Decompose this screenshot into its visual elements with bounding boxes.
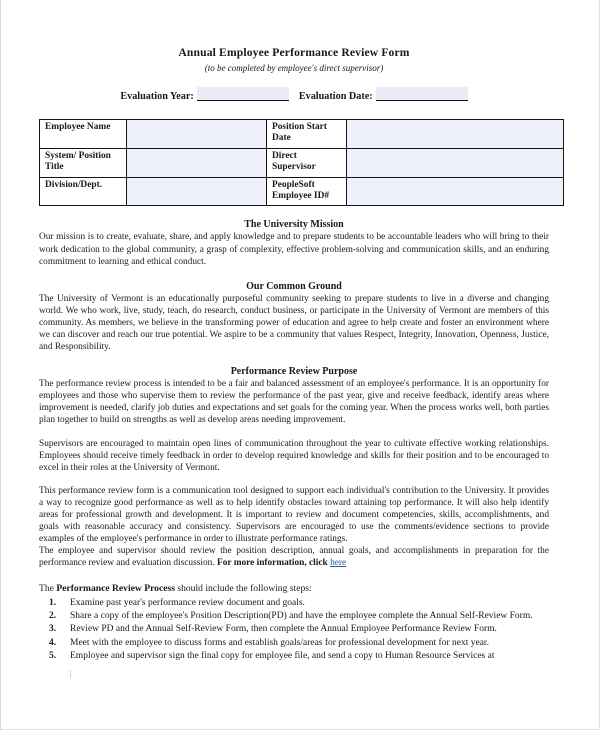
step-number: 4. — [49, 637, 57, 648]
field-employee-name[interactable] — [127, 120, 267, 149]
list-item — [39, 637, 549, 650]
section-heading-university-mission: The University Mission — [244, 219, 344, 231]
step-text: Share a copy of the employee's Position Description(PD) and have the employee complete the Annual Self-Review Form. — [70, 610, 533, 621]
truncated-continuation-mark: | — [70, 668, 72, 678]
label-employee-name: Employee Name — [40, 120, 127, 149]
step-number: 1. — [49, 597, 57, 608]
process-intro-prefix: The — [39, 582, 57, 594]
step-text: Meet with the employee to discuss forms and establish goals/areas for professional development for next year. — [70, 637, 489, 648]
section-common-ground — [39, 281, 549, 353]
process-intro-bold: Performance Review Process — [56, 582, 175, 594]
field-system-position-title[interactable] — [127, 148, 267, 177]
step-text: Examine past year's performance review document and goals. — [70, 597, 305, 608]
employee-info-table — [39, 119, 564, 206]
paragraph-common-ground: The University of Vermont is an educationally purposeful community seeking to prepare students to live in a diverse and changing world. We who work, live, study, teach, do research, conduct business, or participate in the University of Vermont are members of this community. As members, we believe in the transforming power of education and agree to help create and foster an environment where we can discover and reach our true potential. We aspire to be a community that values Respect, Integrity, Innovation, Openness, Justice, and Responsibility. — [39, 293, 549, 353]
paragraph-more-information — [39, 545, 549, 569]
page-subtitle: (to be completed by employee's direct supervisor) — [204, 63, 384, 73]
more-info-bold: For more information, click — [217, 558, 331, 569]
list-item — [39, 597, 549, 610]
label-peoplesoft-employee-id: PeopleSoft Employee ID# — [267, 177, 347, 206]
paragraph-review-purpose-3: This performance review form is a communication tool designed to support each individual's contribution to the University. It provides a way to recognize good performance as well as to help identify obstacles toward attaining top performance. It will also help identify areas for professional growth and development. It is important to review and document competencies, skills, accomplishments, and goals with reasonable accuracy and consistency. Supervisors are encouraged to use the comments/evidence sections to provide examples of the employee's performance in order to illustrate performance ratings. — [39, 485, 549, 545]
process-steps-list — [39, 597, 549, 664]
evaluation-year-input[interactable] — [197, 87, 289, 101]
evaluation-year-label: Evaluation Year: — [120, 91, 194, 102]
evaluation-date-input[interactable] — [376, 87, 468, 101]
document-content — [39, 38, 549, 678]
step-text: Review PD and the Annual Self-Review Form, then complete the Annual Employee Performance Review Form. — [70, 624, 497, 635]
list-item — [39, 610, 549, 623]
step-number: 3. — [49, 624, 57, 635]
table-row — [40, 177, 564, 206]
paragraph-university-mission: Our mission is to create, evaluate, share, and apply knowledge and to prepare students to be accountable leaders who will bring to their work dedication to the global community, a grasp of complexity, effective problem-solving and communication skills, and an enduring commitment to learning and ethical conduct. — [39, 232, 549, 267]
table-row — [40, 120, 564, 149]
label-direct-supervisor: Direct Supervisor — [267, 148, 347, 177]
field-position-start-date[interactable] — [347, 120, 564, 149]
table-row — [40, 148, 564, 177]
evaluation-date-label: Evaluation Date: — [298, 91, 373, 102]
section-review-purpose — [39, 366, 549, 545]
list-item — [39, 623, 549, 636]
paragraph-review-purpose-1: The performance review process is intended to be a fair and balanced assessment of an employee's performance. It is an opportunity for employees and those who supervise them to review the performance of the past year, give and receive feedback, identify areas where improvement is needed, clarify job duties and expectations and set goals for the coming year. When the process works well, both parties plan together to build on strengths as well as develop areas needing improvement. — [39, 379, 549, 426]
list-item — [39, 650, 549, 663]
step-number: 2. — [49, 610, 57, 621]
label-system-position-title: System/ Position Title — [40, 148, 127, 177]
process-intro-suffix: should include the following steps: — [174, 582, 312, 594]
field-peoplesoft-employee-id[interactable] — [347, 177, 564, 206]
section-university-mission — [39, 219, 549, 267]
process-intro — [39, 583, 549, 595]
paragraph-review-purpose-2: Supervisors are encouraged to maintain open lines of communication throughout the year to cultivate effective working relationships. Employees should receive timely feedback in order to develop required knowledge and skills for their position and to be encouraged to excel in their roles at the University of Vermont. — [39, 438, 549, 473]
label-division-dept: Division/Dept. — [40, 177, 127, 206]
more-info-lead: The employee and supervisor should review the position description, annual goals, and accomplishments in preparation for the performance review and evaluation discussion. — [39, 546, 549, 569]
step-number: 5. — [49, 651, 57, 662]
step-text: Employee and supervisor sign the final copy for employee file, and send a copy to Human Resource Services at — [70, 651, 495, 662]
page-title: Annual Employee Performance Review Form — [178, 46, 410, 59]
field-direct-supervisor[interactable] — [347, 148, 564, 177]
evaluation-line — [39, 87, 549, 102]
section-heading-review-purpose: Performance Review Purpose — [230, 366, 358, 378]
section-heading-common-ground: Our Common Ground — [246, 280, 342, 292]
label-position-start-date: Position Start Date — [267, 120, 347, 149]
more-information-link[interactable]: here — [330, 558, 347, 569]
field-division-dept[interactable] — [127, 177, 267, 206]
